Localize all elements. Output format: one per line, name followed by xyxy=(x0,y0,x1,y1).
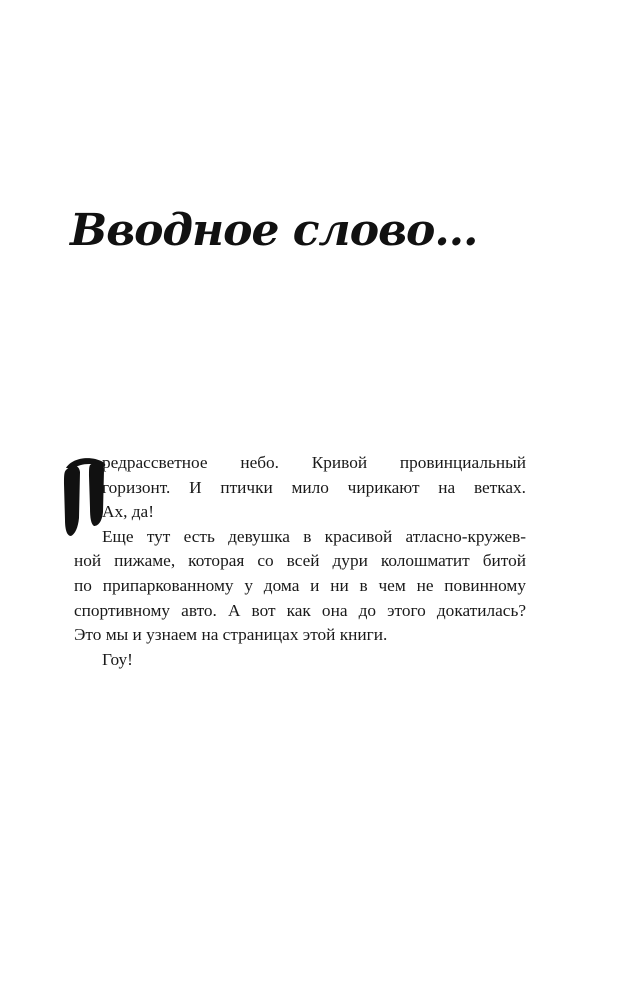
text-line: горизонт. И птички мило чирикают на ветках. xyxy=(102,477,526,497)
text-line: Это мы и узнаем на страницах этой книги. xyxy=(74,625,388,645)
chapter-heading: Вводное слово… xyxy=(70,205,478,256)
text-line: Ах, да! xyxy=(102,502,154,522)
text-line: спортивному авто. А вот как она до этого докатилась? xyxy=(74,600,526,620)
foreword-text xyxy=(74,451,526,672)
text-line: по припаркованному у дома и ни в чем не повинному xyxy=(74,575,526,595)
text-line: Гоу! xyxy=(102,649,133,669)
text-line: ной пижаме, которая со всей дури колошматит битой xyxy=(74,551,526,571)
text-line: Еще тут есть девушка в красивой атласно-кружев- xyxy=(102,526,526,546)
text-line: редрассветное небо. Кривой провинциальный xyxy=(102,453,526,472)
